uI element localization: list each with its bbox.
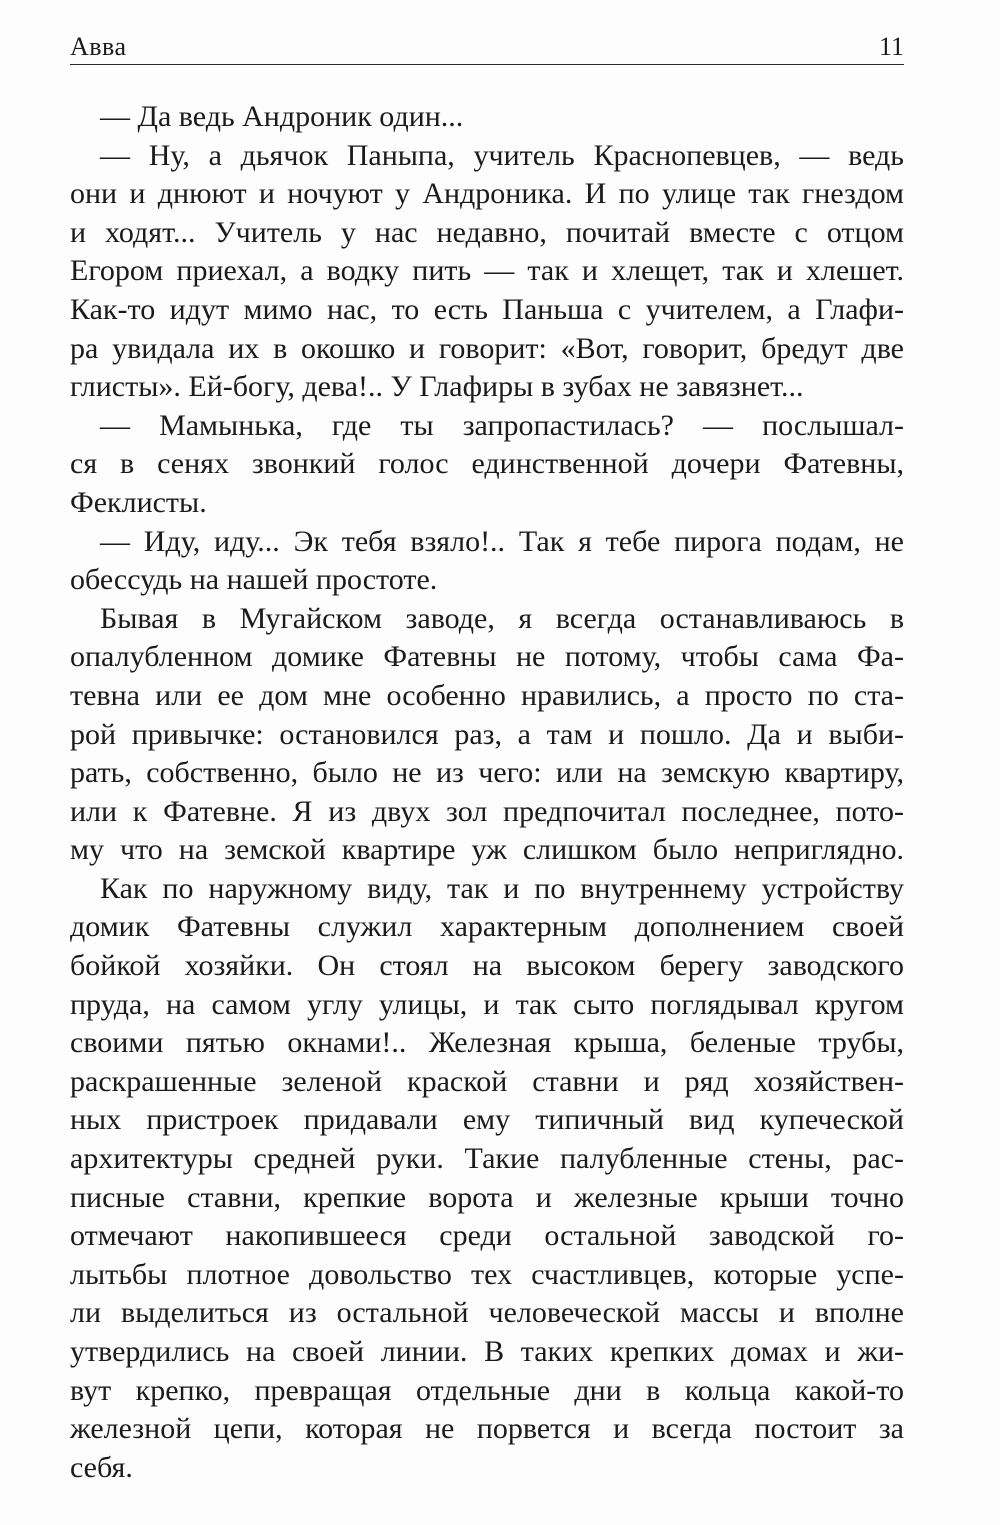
text-line: ра увидала их в окошко и говорит: «Вот, говорит, бредут две	[70, 331, 904, 365]
text-line: Как по наружному виду, так и по внутреннему устройству	[100, 871, 904, 905]
text-line: они и днюют и ночуют у Андроника. И по улице так гнездом	[70, 177, 904, 211]
text-line: обессудь на нашей простоте.	[70, 563, 438, 597]
running-title: Авва	[70, 32, 127, 61]
text-line: тевна или ее дом мне особенно нравились, а просто по ста-	[70, 678, 904, 712]
running-header	[70, 30, 904, 65]
text-line: му что на земской квартире уж слишком было неприглядно.	[70, 833, 904, 867]
text-line: себя.	[70, 1450, 133, 1484]
text-line: утвердились на своей линии. В таких крепких домах и жи-	[70, 1335, 904, 1368]
text-line: Егором приехал, а водку пить — так и хлещет, так и хлешет.	[70, 254, 904, 288]
text-line: глисты». Ей-богу, дева!.. У Глафиры в зубах не завязнет...	[70, 370, 804, 404]
page-number: 11	[878, 32, 904, 61]
text-line: вут крепко, превращая отдельные дни в кольца какой-то	[70, 1373, 904, 1407]
body-text	[70, 98, 904, 1487]
text-line: ся в сенях звонкий голос единственной дочери Фатевны,	[70, 447, 904, 481]
text-line: своими пятью окнами!.. Железная крыша, беленые трубы,	[70, 1026, 904, 1060]
text-line: рой привычке: остановился раз, а там и пошло. Да и выби-	[70, 717, 904, 751]
text-line: бойкой хозяйки. Он стоял на высоком берегу заводского	[70, 949, 904, 983]
text-line: и ходят... Учитель у нас недавно, почитай вместе с отцом	[70, 215, 904, 249]
text-line: Феклисты.	[70, 485, 207, 519]
text-line: архитектуры средней руки. Такие палубленные стены, рас-	[70, 1142, 904, 1176]
text-line: — Иду, иду... Эк тебя взяло!.. Так я тебе пирога подам, не	[100, 524, 904, 558]
text-line: пруда, на самом углу улицы, и так сыто поглядывал кругом	[70, 987, 904, 1021]
text-line: раскрашенные зеленой краской ставни и ряд хозяйствен-	[70, 1064, 904, 1098]
text-line: железной цепи, которая не порвется и всегда постоит за	[70, 1412, 904, 1446]
text-line: домик Фатевны служил характерным дополнением своей	[70, 910, 904, 944]
text-line: отмечают накопившееся среди остальной заводской го-	[70, 1219, 904, 1253]
text-line: или к Фатевне. Я из двух зол предпочитал последнее, пото-	[70, 794, 904, 828]
text-line: Бывая в Мугайском заводе, я всегда останавливаюсь в	[100, 601, 904, 635]
text-line: ных пристроек придавали ему типичный вид купеческой	[70, 1103, 904, 1137]
text-line: рать, собственно, было не из чего: или на земскую квартиру,	[70, 756, 904, 790]
text-line: — Да ведь Андроник один...	[100, 100, 464, 133]
text-line: Как-то идут мимо нас, то есть Паньша с учителем, а Глафи-	[70, 292, 904, 326]
text-line: опалубленном домике Фатевны не потому, чтобы сама Фа-	[70, 640, 904, 674]
text-line: — Мамынька, где ты запропастилась? — послышал-	[100, 408, 904, 442]
text-line: — Ну, а дьячок Паныпа, учитель Краснопевцев, — ведь	[100, 138, 904, 172]
text-line: лытьбы плотное довольство тех счастливцев, которые успе-	[70, 1257, 904, 1291]
text-line: писные ставни, крепкие ворота и железные крыши точно	[70, 1180, 904, 1214]
text-line: ли выделиться из остальной человеческой массы и вполне	[70, 1296, 904, 1330]
